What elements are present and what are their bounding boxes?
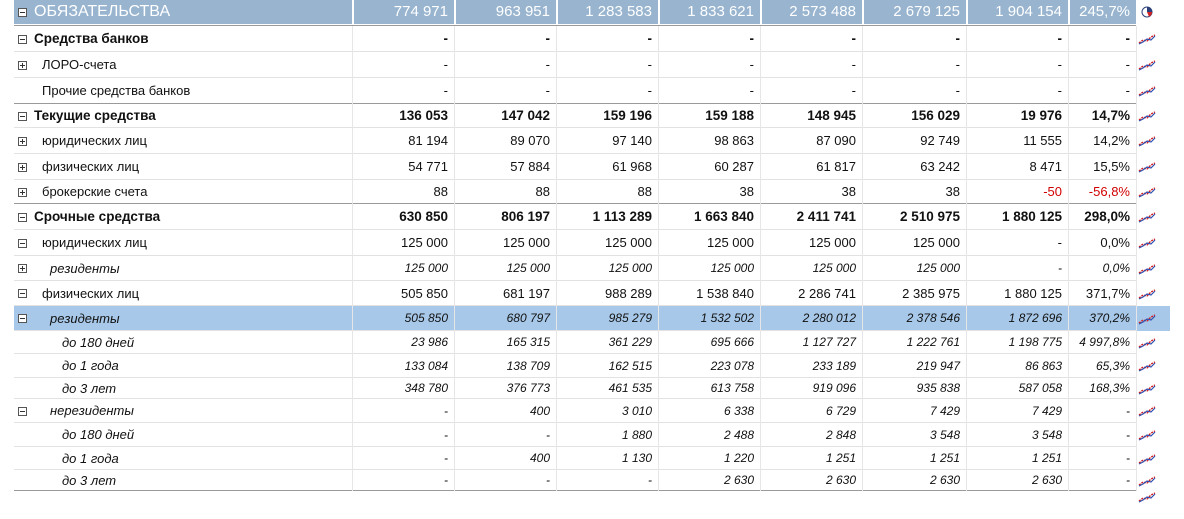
value-cell: 14,2% <box>1093 133 1130 148</box>
value-cell: - <box>955 83 960 98</box>
value-cell: 2 630 <box>1031 473 1062 487</box>
value-cell: 988 289 <box>605 286 652 301</box>
value-cell: - <box>1126 473 1130 487</box>
value-cell: 63 242 <box>920 159 960 174</box>
value-cell: - <box>1058 261 1062 275</box>
table-row[interactable] <box>0 256 1184 281</box>
row-label-cell <box>14 128 352 154</box>
value-cell: 505 850 <box>401 286 448 301</box>
value-cell: 348 780 <box>404 381 448 395</box>
value-cell: 1 130 <box>621 451 652 465</box>
value-cell: 125 000 <box>608 261 652 275</box>
value-cell: 1 872 696 <box>1008 311 1062 325</box>
sparkline-icon[interactable] <box>1138 211 1156 223</box>
value-cell: 371,7% <box>1085 286 1130 301</box>
table-row[interactable] <box>0 331 1184 354</box>
value-cell: 1 113 289 <box>592 209 652 224</box>
header-row <box>0 0 1184 24</box>
page-title: ОБЯЗАТЕЛЬСТВА <box>34 3 171 20</box>
row-label: до 1 года <box>62 451 119 466</box>
row-divider <box>14 255 1136 256</box>
header-total-value: 1 833 621 <box>660 0 760 24</box>
sparkline-icon[interactable] <box>1138 383 1156 395</box>
value-cell: - <box>443 31 448 46</box>
row-label: юридических лиц <box>42 235 147 250</box>
row-label-cell <box>14 447 352 470</box>
value-cell: 57 884 <box>510 159 550 174</box>
row-label-cell <box>14 230 352 256</box>
value-cell: 1 198 775 <box>1008 335 1062 349</box>
column-divider <box>352 26 353 491</box>
expand-toggle[interactable] <box>18 188 27 197</box>
column-divider <box>760 26 761 491</box>
header-total-value: 1 283 583 <box>558 0 658 24</box>
sparkline-icon[interactable] <box>1138 313 1156 325</box>
value-cell: - <box>1126 451 1130 465</box>
row-label: резиденты <box>50 311 120 326</box>
value-cell: 505 850 <box>404 311 448 325</box>
value-cell: - <box>545 83 550 98</box>
value-cell: - <box>1057 83 1062 98</box>
row-label: брокерские счета <box>42 184 148 199</box>
value-cell: 136 053 <box>399 108 448 123</box>
value-cell: - <box>545 57 550 72</box>
row-label: Срочные средства <box>34 209 161 224</box>
row-divider <box>14 398 1136 399</box>
value-cell: 125 000 <box>913 235 960 250</box>
value-cell: 3 548 <box>929 428 960 442</box>
value-cell: 65,3% <box>1095 359 1130 373</box>
sparkline-icon[interactable] <box>1138 110 1156 122</box>
table-row[interactable] <box>0 230 1184 256</box>
value-cell: 168,3% <box>1089 381 1130 395</box>
value-cell: 1 127 727 <box>802 335 856 349</box>
value-cell: 1 880 125 <box>1001 209 1062 224</box>
value-cell: - <box>1126 428 1130 442</box>
value-cell: 0,0% <box>1100 235 1130 250</box>
row-label-cell <box>14 256 352 281</box>
collapse-toggle[interactable] <box>18 314 27 323</box>
table-row[interactable] <box>0 399 1184 423</box>
value-cell: - <box>546 473 550 487</box>
value-cell: 11 555 <box>1023 133 1062 148</box>
row-label: ЛОРО-счета <box>42 57 117 72</box>
row-label-cell <box>14 399 352 423</box>
value-cell: 98 863 <box>714 133 754 148</box>
value-cell: 587 058 <box>1018 381 1062 395</box>
value-cell: 1 251 <box>929 451 960 465</box>
row-label: до 3 лет <box>62 381 117 396</box>
value-cell: - <box>545 31 550 46</box>
row-label-cell <box>14 306 352 331</box>
value-cell: 2 286 741 <box>798 286 856 301</box>
sparkline-icon[interactable] <box>1138 135 1156 147</box>
value-cell: 147 042 <box>501 108 550 123</box>
header-total-value: 245,7% <box>1070 0 1136 24</box>
row-divider <box>14 77 1136 78</box>
row-label-cell <box>14 78 352 104</box>
sparkline-icon[interactable] <box>1138 59 1156 71</box>
value-cell: - <box>444 428 448 442</box>
value-cell: - <box>955 31 960 46</box>
row-divider <box>14 469 1136 470</box>
row-label-cell <box>14 180 352 204</box>
row-label: до 180 дней <box>62 427 135 442</box>
table-row[interactable] <box>0 378 1184 399</box>
value-cell: - <box>851 31 856 46</box>
expand-toggle[interactable] <box>18 264 27 273</box>
value-cell: - <box>851 57 856 72</box>
header-total-value: 2 573 488 <box>762 0 862 24</box>
expand-toggle[interactable] <box>18 61 27 70</box>
sparkline-icon[interactable] <box>1138 453 1156 465</box>
value-cell: 4 997,8% <box>1079 335 1130 349</box>
value-cell: - <box>443 83 448 98</box>
value-cell: 370,2% <box>1089 311 1130 325</box>
value-cell: - <box>1125 83 1130 98</box>
value-cell: - <box>1125 31 1130 46</box>
row-label: юридических лиц <box>42 133 147 148</box>
value-cell: 86 863 <box>1025 359 1062 373</box>
value-cell: - <box>749 31 754 46</box>
row-divider <box>14 127 1136 128</box>
value-cell: 88 <box>535 184 550 199</box>
row-divider <box>14 446 1136 447</box>
expand-toggle[interactable] <box>18 163 27 172</box>
value-cell: 1 880 125 <box>1004 286 1062 301</box>
value-cell: 133 084 <box>404 359 448 373</box>
value-cell: - <box>647 83 652 98</box>
value-cell: - <box>444 473 448 487</box>
column-divider <box>1068 26 1069 491</box>
sparkline-icon[interactable] <box>1138 186 1156 198</box>
row-label: до 3 лет <box>62 473 117 488</box>
table-row[interactable] <box>0 180 1184 204</box>
value-cell: 985 279 <box>608 311 652 325</box>
row-divider <box>14 422 1136 423</box>
sparkline-icon[interactable] <box>1138 237 1156 249</box>
table-row[interactable] <box>0 52 1184 78</box>
value-cell: 165 315 <box>506 335 550 349</box>
row-label-cell <box>14 104 352 128</box>
column-divider <box>862 26 863 491</box>
row-divider <box>14 353 1136 354</box>
value-cell: - <box>851 83 856 98</box>
value-cell: 60 287 <box>714 159 754 174</box>
value-cell: 148 945 <box>807 108 856 123</box>
value-cell: 125 000 <box>809 235 856 250</box>
value-cell: 400 <box>529 451 550 465</box>
value-cell: - <box>647 57 652 72</box>
value-cell: 97 140 <box>612 133 652 148</box>
value-cell: 2 630 <box>723 473 754 487</box>
column-divider <box>454 26 455 491</box>
row-label-cell <box>14 378 352 399</box>
row-label: до 1 года <box>62 358 119 373</box>
value-cell: 2 488 <box>723 428 754 442</box>
value-cell: 2 630 <box>929 473 960 487</box>
row-label: физических лиц <box>42 159 140 174</box>
collapse-toggle[interactable] <box>18 407 27 416</box>
value-cell: 125 000 <box>812 261 856 275</box>
value-cell: - <box>648 473 652 487</box>
value-cell: 695 666 <box>710 335 754 349</box>
value-cell: 125 000 <box>503 235 550 250</box>
value-cell: 2 280 012 <box>802 311 856 325</box>
value-cell: 15,5% <box>1093 159 1130 174</box>
row-label-cell <box>14 470 352 491</box>
sparkline-icon[interactable] <box>1138 85 1156 97</box>
value-cell: 125 000 <box>707 235 754 250</box>
value-cell: 400 <box>529 404 550 418</box>
value-cell: - <box>444 404 448 418</box>
value-cell: - <box>1057 31 1062 46</box>
table-row[interactable] <box>0 470 1184 491</box>
row-label-cell <box>14 331 352 354</box>
value-cell: 61 968 <box>612 159 652 174</box>
value-cell: 223 078 <box>710 359 754 373</box>
value-cell: 2 411 741 <box>796 209 856 224</box>
value-cell: 681 197 <box>503 286 550 301</box>
value-cell: 1 532 502 <box>700 311 754 325</box>
row-label-cell <box>14 52 352 78</box>
row-label-cell <box>14 281 352 306</box>
value-cell: 138 709 <box>506 359 550 373</box>
row-divider <box>14 330 1136 331</box>
value-cell: 7 429 <box>929 404 960 418</box>
value-cell: - <box>443 57 448 72</box>
value-cell: 159 196 <box>603 108 652 123</box>
value-cell: - <box>955 57 960 72</box>
value-cell: 38 <box>945 184 960 199</box>
value-cell: 125 000 <box>710 261 754 275</box>
value-cell: - <box>1057 57 1062 72</box>
value-cell: 1 251 <box>825 451 856 465</box>
table-row[interactable] <box>0 104 1184 128</box>
value-cell: 6 729 <box>825 404 856 418</box>
value-cell: 6 338 <box>723 404 754 418</box>
table-row[interactable] <box>0 423 1184 447</box>
value-cell: 1 222 761 <box>906 335 960 349</box>
header-total-value: 774 971 <box>354 0 454 24</box>
value-cell: 2 385 975 <box>902 286 960 301</box>
value-cell: 88 <box>433 184 448 199</box>
table-row[interactable] <box>0 447 1184 470</box>
value-cell: 3 548 <box>1031 428 1062 442</box>
value-cell: 159 188 <box>705 108 754 123</box>
value-cell: 361 229 <box>608 335 652 349</box>
value-cell: 1 251 <box>1031 451 1062 465</box>
row-divider <box>14 280 1136 281</box>
row-label: до 180 дней <box>62 335 135 350</box>
row-label-cell <box>14 354 352 378</box>
value-cell: 38 <box>841 184 856 199</box>
row-divider <box>14 153 1136 154</box>
header-total-value: 1 904 154 <box>968 0 1068 24</box>
value-cell: 156 029 <box>911 108 960 123</box>
sparkline-icon[interactable] <box>1138 429 1156 441</box>
value-cell: 3 010 <box>621 404 652 418</box>
value-cell: 1 220 <box>723 451 754 465</box>
value-cell: 125 000 <box>916 261 960 275</box>
row-label: Прочие средства банков <box>42 83 191 98</box>
table-row[interactable] <box>0 128 1184 154</box>
row-divider <box>14 103 1136 104</box>
value-cell: 23 986 <box>411 335 448 349</box>
row-label-cell <box>14 154 352 180</box>
table-row[interactable] <box>0 204 1184 230</box>
row-divider <box>14 490 1136 491</box>
value-cell: - <box>749 83 754 98</box>
row-divider <box>14 229 1136 230</box>
sparkline-icon[interactable] <box>1138 337 1156 349</box>
row-label-cell <box>14 26 352 52</box>
table-row[interactable] <box>0 306 1184 331</box>
row-label-cell <box>14 204 352 230</box>
sparkline-icon[interactable] <box>1138 491 1156 503</box>
row-divider <box>14 51 1136 52</box>
value-cell: 125 000 <box>605 235 652 250</box>
value-cell: 81 194 <box>408 133 448 148</box>
value-cell: -56,8% <box>1088 184 1130 199</box>
column-divider <box>658 26 659 491</box>
header-total-value: 2 679 125 <box>864 0 966 24</box>
value-cell: - <box>647 31 652 46</box>
sparkline-icon[interactable] <box>1138 360 1156 372</box>
value-cell: 2 848 <box>825 428 856 442</box>
value-cell: 87 090 <box>816 133 856 148</box>
collapse-toggle[interactable] <box>18 35 27 44</box>
row-divider <box>14 377 1136 378</box>
value-cell: 125 000 <box>404 261 448 275</box>
value-cell: - <box>1125 57 1130 72</box>
value-cell: 219 947 <box>916 359 960 373</box>
table-row[interactable] <box>0 354 1184 378</box>
expand-toggle[interactable] <box>18 137 27 146</box>
value-cell: 92 749 <box>920 133 960 148</box>
value-cell: 233 189 <box>812 359 856 373</box>
collapse-toggle[interactable] <box>18 112 27 121</box>
value-cell: 14,7% <box>1091 108 1130 123</box>
value-cell: 125 000 <box>506 261 550 275</box>
value-cell: 613 758 <box>710 381 754 395</box>
value-cell: 630 850 <box>399 209 448 224</box>
row-label: Текущие средства <box>34 108 156 123</box>
value-cell: 2 510 975 <box>899 209 960 224</box>
row-label: резиденты <box>50 261 120 276</box>
value-cell: - <box>1126 404 1130 418</box>
row-divider <box>14 179 1136 180</box>
value-cell: 7 429 <box>1031 404 1062 418</box>
table-row[interactable] <box>0 281 1184 306</box>
row-divider <box>14 25 1136 26</box>
value-cell: 1 663 840 <box>693 209 754 224</box>
table-row[interactable] <box>0 78 1184 104</box>
value-cell: 162 515 <box>608 359 652 373</box>
row-divider <box>14 203 1136 204</box>
row-label: Средства банков <box>34 31 149 46</box>
value-cell: 19 976 <box>1020 108 1062 123</box>
row-label-cell <box>14 423 352 447</box>
value-cell: 38 <box>739 184 754 199</box>
table-row[interactable] <box>0 154 1184 180</box>
value-cell: 2 378 546 <box>906 311 960 325</box>
value-cell: 935 838 <box>916 381 960 395</box>
value-cell: 919 096 <box>812 381 856 395</box>
sparkline-icon[interactable] <box>1138 475 1156 487</box>
value-cell: 0,0% <box>1102 261 1130 275</box>
value-cell: - <box>749 57 754 72</box>
header-label-cell <box>14 0 352 24</box>
sparkline-icon[interactable] <box>1138 288 1156 300</box>
header-collapse-toggle[interactable] <box>18 8 27 17</box>
collapse-toggle[interactable] <box>18 289 27 298</box>
sparkline-icon[interactable] <box>1138 263 1156 275</box>
value-cell: 2 630 <box>825 473 856 487</box>
value-cell: - <box>444 451 448 465</box>
value-cell: - <box>1057 235 1062 250</box>
value-cell: 1 880 <box>621 428 652 442</box>
header-total-value: 963 951 <box>456 0 556 24</box>
value-cell: 125 000 <box>401 235 448 250</box>
value-cell: 54 771 <box>408 159 448 174</box>
row-divider <box>14 305 1136 306</box>
collapse-toggle[interactable] <box>18 213 27 222</box>
column-divider <box>966 26 967 491</box>
value-cell: 61 817 <box>816 159 856 174</box>
value-cell: - <box>546 428 550 442</box>
table-row[interactable] <box>0 26 1184 52</box>
value-cell: 376 773 <box>506 381 550 395</box>
value-cell: 1 538 840 <box>696 286 754 301</box>
row-label: физических лиц <box>42 286 140 301</box>
column-divider <box>1136 26 1137 491</box>
sparkline-icon[interactable] <box>1138 405 1156 417</box>
row-label: нерезиденты <box>50 403 134 418</box>
collapse-toggle[interactable] <box>18 239 27 248</box>
pie-chart-icon[interactable] <box>1141 6 1153 18</box>
value-cell: 298,0% <box>1084 209 1130 224</box>
value-cell: 89 070 <box>510 133 550 148</box>
value-cell: 8 471 <box>1029 159 1062 174</box>
column-divider <box>556 26 557 491</box>
value-cell: -50 <box>1043 184 1062 199</box>
value-cell: 806 197 <box>501 209 550 224</box>
value-cell: 461 535 <box>608 381 652 395</box>
value-cell: 88 <box>637 184 652 199</box>
sparkline-icon[interactable] <box>1138 161 1156 173</box>
sparkline-icon[interactable] <box>1138 33 1156 45</box>
value-cell: 680 797 <box>506 311 550 325</box>
